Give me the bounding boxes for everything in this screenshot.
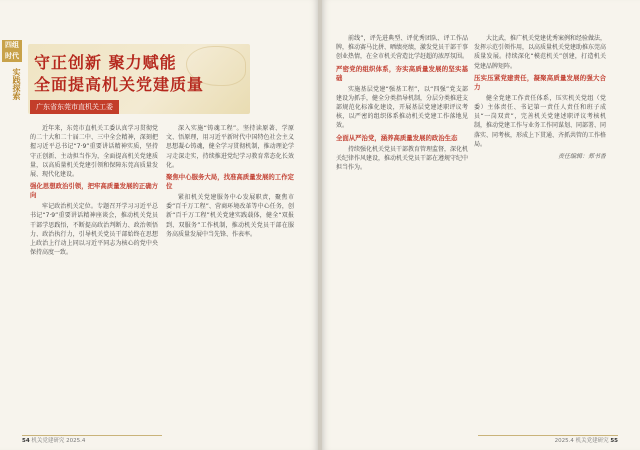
author-byline: 广东省东莞市直机关工委 (30, 100, 119, 114)
section-heading: 严密党的组织体系，夯实高质量发展的坚实基础 (336, 64, 468, 82)
section-heading: 强化思想政治引领，把牢高质量发展的正确方向 (30, 182, 158, 200)
body-paragraph: 牢记政治机关定位。专题召开学习习近平总书记“7·9”重要讲话精神座谈会，推动机关党员干部学思践悟，不断提高政治判断力、政治领悟力、政治执行力，引导机关党员干部始终在思想上政治上行动上同以习近平同志为核心的党中央保持高度一致。 (30, 203, 158, 257)
section-heading: 压实压紧党建责任，凝聚高质量发展的强大合力 (474, 73, 606, 91)
left-column-1 (30, 124, 158, 434)
footer-text: 2025.4 机关党建研究 (554, 438, 609, 444)
section-heading: 全面从严治党，涵养高质量发展的政治生态 (336, 133, 458, 142)
section-heading: 聚焦中心服务大局，找准高质量发展的工作定位 (166, 173, 294, 191)
left-footer (22, 436, 85, 444)
section-label: 实践探索 (12, 68, 21, 100)
article-title-line1: 守正创新 聚力赋能 (34, 53, 177, 72)
body-paragraph: 紧扣机关党建服务中心发展职责，聚焦市委“百千万工程”、营商环境改革等中心任务，创新“百千万工程”机关党建实践载体，健全“双报到、双服务”工作机制，推动机关党员干部在服务高质量发展中当先锋、作表率。 (166, 194, 294, 238)
body-paragraph: 大比武，推广机关党建优秀案例和经验做法，发挥示范引领作用，以高质量机关党建助推东莞高质量发展。持续深化“模范机关”创建，打造机关党建品牌矩阵。 (474, 35, 606, 70)
right-column-1 (336, 34, 468, 434)
footer-text: 机关党建研究 2025.4 (31, 438, 86, 444)
page-number: 54 (22, 438, 30, 444)
editor-credit: 责任编辑：郑书香 (557, 153, 606, 161)
body-paragraph: 深入实施“铸魂工程”。坚持读原著、学原文、悟原理，用习近平新时代中国特色社会主义思想凝心铸魂，健全学习贯彻机制，推动理论学习走深走实，持续推进党纪学习教育常态化长效化。 (166, 125, 294, 169)
side-tab (2, 40, 24, 100)
body-paragraph: 前线”，评先进典型、评优秀团队、评工作品牌，推动赛马比拼、晒绩亮绩，激发党员干部干事创业热情，在全市机关营造比学赶超的浓厚氛围。 (336, 35, 468, 61)
magazine-logo: 四组 时代 (2, 40, 22, 62)
right-footer (555, 436, 618, 444)
left-page (0, 0, 318, 450)
intro-paragraph: 近年来，东莞市直机关工委认真学习贯彻党的二十大和二十届二中、三中全会精神，深刻把握习近平总书记“7·9”重要讲话精神实质，坚持守正创新、主动担当作为，全面提高机关党建质量，以高质量机关党建引领和保障东莞高质量发展、现代化建设。 (30, 125, 158, 179)
body-paragraph: 实施基层党建“强基工程”，以“四强”党支部建设为抓手，健全分类指导机制，分层分类推进支部规范化标准化建设，开展基层党建述职评议考核，以严密的组织体系推动机关党建工作落地见效。 (336, 85, 468, 130)
article-title-line2: 全面提高机关党建质量 (34, 75, 205, 94)
body-paragraph: 持续强化机关党员干部教育管理监督，深化机关纪律作风建设，推动机关党员干部在遵规守纪中担当作为。 (336, 145, 468, 172)
page-number: 55 (610, 438, 618, 444)
body-paragraph: 健全党建工作责任体系，压实机关党组（党委）主体责任、书记第一责任人责任和班子成员“一岗双责”，完善机关党建述职评议考核机制，推动党建工作与业务工作同谋划、同部署、同落实、同考核，形成上下贯通、齐抓共管的工作格局。 (474, 94, 606, 148)
left-column-2 (166, 124, 294, 434)
right-page (322, 0, 640, 450)
right-column-2 (474, 34, 606, 434)
